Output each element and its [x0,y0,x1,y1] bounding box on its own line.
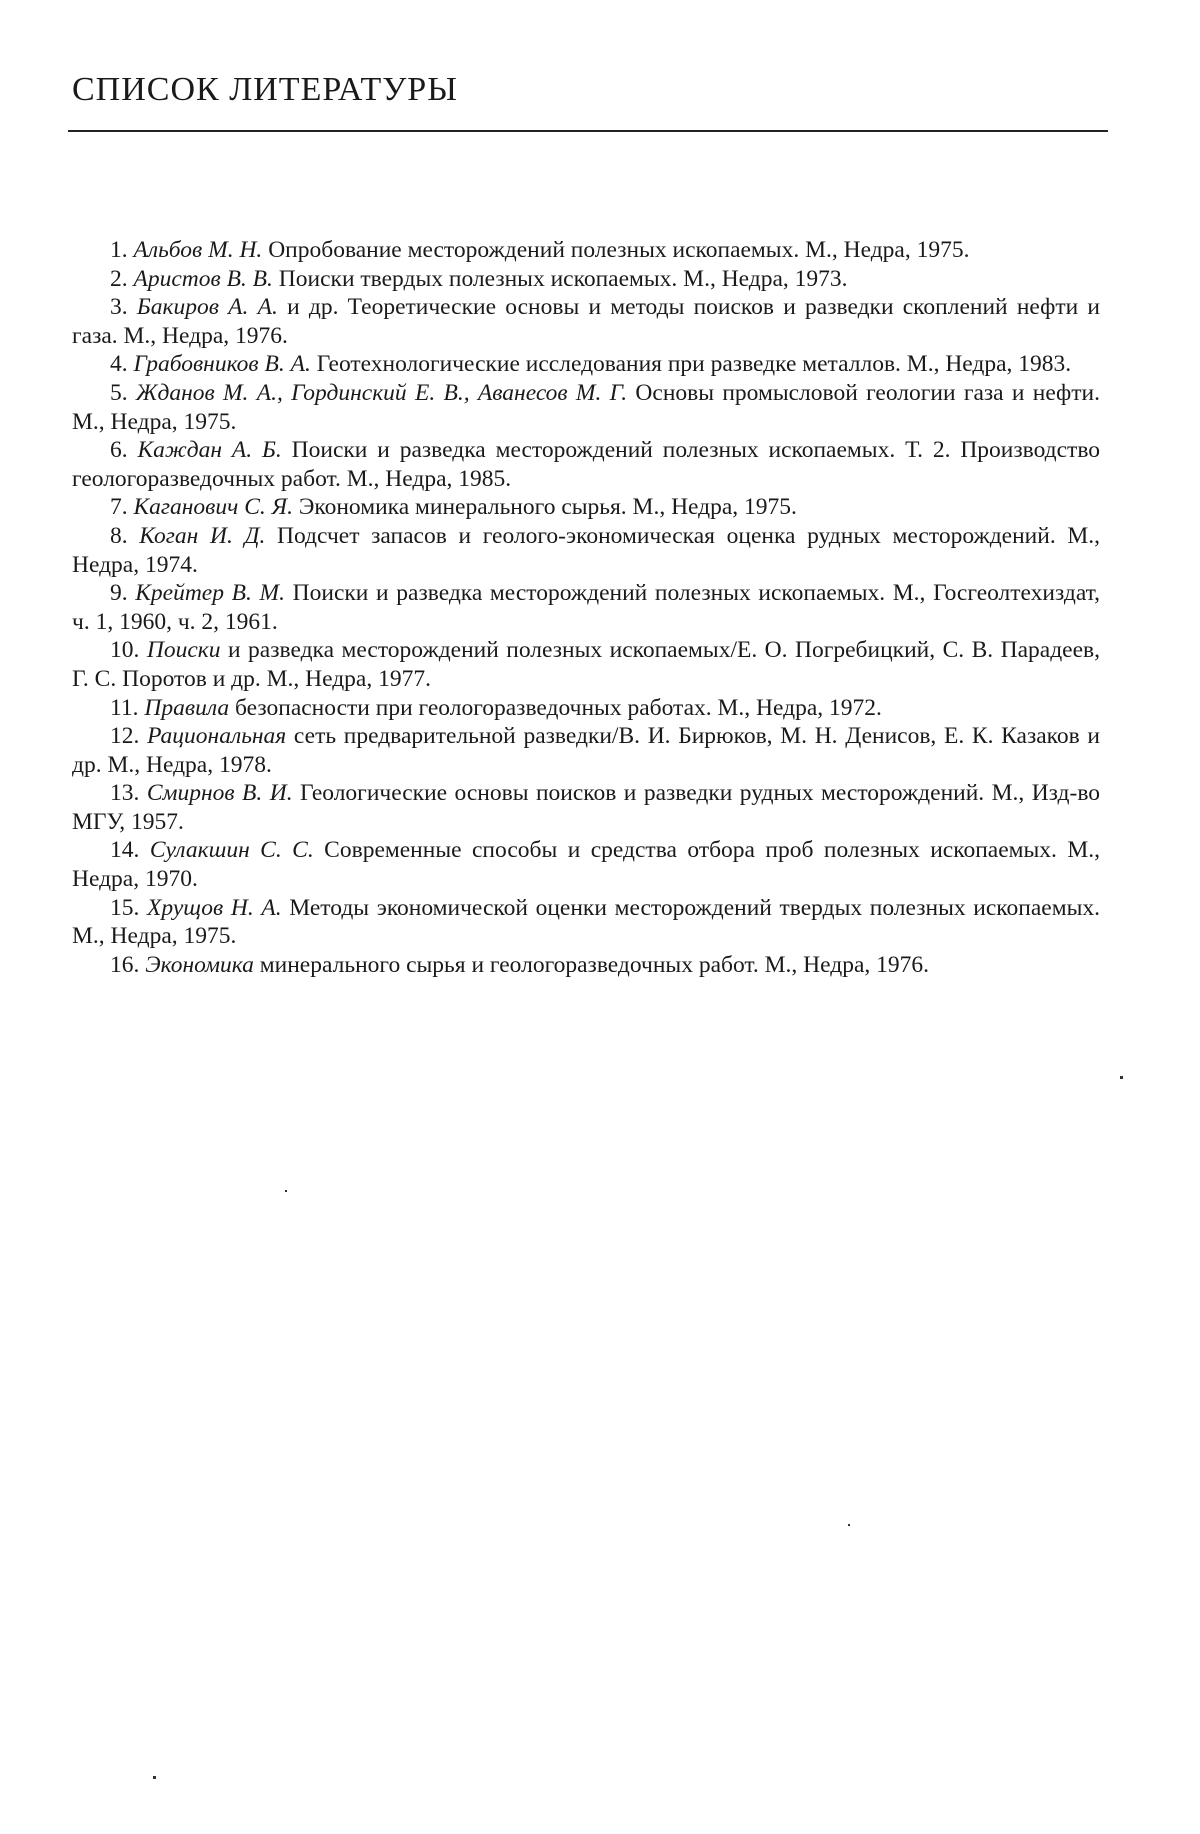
reference-text: и разведка месторождений полезных ископаемых/Е. О. Погребицкий, С. В. Парадеев, Г. С. Поротов и др. М., Недра, 1977. [72,637,1101,692]
reference-text: Методы экономической оценки месторождений твердых полезных ископаемых. М., Недра, 1975. [72,894,1100,950]
reference-text: Экономика минерального сырья. М., Недра, 1975. [292,494,797,521]
reference-text: Поиски и разведка месторождений полезных ископаемых. Т. 2. Производство геологоразведочных работ. М., Недра, 1985. [72,437,1101,492]
reference-item [72,522,1100,579]
reference-number: 3. [110,294,128,321]
reference-item [72,779,1100,836]
reference-text: и др. Теоретические основы и методы поисков и разведки скоплений нефти и газа. М., Недра, 1976. [72,294,1101,349]
reference-author: Бакиров А. А. [136,294,278,321]
reference-text: Поиски твердых полезных ископаемых. М., Недра, 1973. [272,265,848,292]
reference-number: 4. [110,351,128,378]
reference-number: 16. [110,951,140,978]
scan-speck [153,1776,156,1779]
reference-author: Крейтер В. М. [135,580,285,607]
reference-item [72,836,1100,893]
reference-number: 7. [110,494,128,521]
reference-number: 13. [110,780,140,807]
reference-list [72,236,1100,979]
reference-number: 10. [110,637,140,664]
reference-author: Сулакшин С. С. [149,837,314,864]
reference-author: Грабовников В. А. [133,351,311,378]
reference-item [72,636,1100,693]
reference-number: 15. [110,894,140,921]
reference-author: Рациональная [147,723,287,750]
reference-author: Каждан А. Б. [137,437,282,464]
reference-text: минерального сырья и геологоразведочных работ. М., Недра, 1976. [253,951,930,978]
reference-author: Экономика [145,951,254,978]
reference-number: 2. [110,265,128,292]
reference-text: безопасности при геологоразведочных работах. М., Недра, 1972. [229,694,882,721]
reference-item [72,951,1100,980]
scan-speck [1120,1076,1123,1079]
reference-item [72,436,1100,493]
reference-item [72,350,1100,379]
reference-number: 11. [110,694,139,721]
reference-number: 5. [110,379,128,406]
reference-number: 8. [110,522,128,549]
reference-author: Хрущов Н. А. [147,894,282,921]
title-underline [68,130,1108,132]
reference-item [72,293,1100,350]
reference-item [72,722,1100,779]
reference-item [72,694,1100,723]
reference-text: Подсчет запасов и геолого-экономическая оценка рудных месторождений. М., Недра, 1974. [72,522,1101,578]
reference-item [72,579,1100,636]
reference-text: Поиски и разведка месторождений полезных ископаемых. М., Госгеолтехиздат, ч. 1, 1960, ч. 2, 1961. [72,580,1101,635]
reference-number: 14. [110,837,140,864]
reference-text: Геологические основы поисков и разведки рудных месторождений. М., Изд-во МГУ, 1957. [72,780,1101,835]
reference-author: Коган И. Д. [139,522,266,549]
reference-author: Аристов В. В. [133,265,273,292]
reference-number: 1. [110,237,128,263]
reference-item [72,379,1100,436]
reference-item [72,894,1100,951]
reference-number: 12. [110,723,140,750]
reference-author: Поиски [146,637,221,664]
reference-author: Правила [144,694,230,721]
reference-author: Альбов М. Н. [133,237,263,263]
scan-speck [848,1524,850,1526]
reference-text: Опробование месторождений полезных ископаемых. М., Недра, 1975. [262,237,970,263]
reference-item [72,236,1100,265]
page-title: СПИСОК ЛИТЕРАТУРЫ [72,71,458,108]
reference-text: Современные способы и средства отбора проб полезных ископаемых. М., Недра, 1970. [72,837,1101,893]
reference-author: Смирнов В. И. [146,780,293,807]
reference-number: 6. [110,437,128,464]
reference-author: Жданов М. А., Гординский Е. В., Аванесов М. Г. [135,379,628,406]
reference-text: сеть предварительной разведки/В. И. Бирюков, М. Н. Денисов, Е. К. Казаков и др. М., Недра, 1978. [72,723,1101,778]
scan-speck [285,1190,287,1192]
reference-author: Каганович С. Я. [133,494,293,521]
reference-text: Геотехнологические исследования при разведке металлов. М., Недра, 1983. [310,351,1072,378]
reference-text: Основы промысловой геологии газа и нефти. М., Недра, 1975. [72,379,1101,435]
reference-item [72,493,1100,522]
reference-number: 9. [110,580,128,607]
reference-item [72,265,1100,294]
